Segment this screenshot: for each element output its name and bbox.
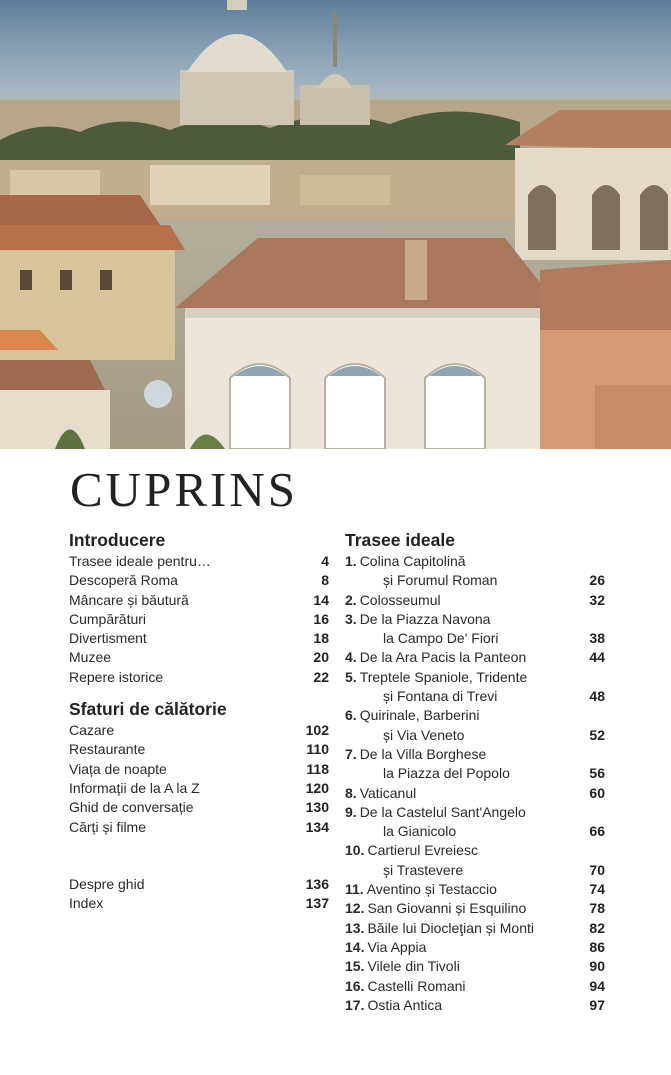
toc-page: 120: [305, 779, 329, 796]
route-number: 3.: [345, 610, 357, 627]
toc-page: 90: [589, 958, 605, 975]
route-item-14[interactable]: [345, 938, 605, 957]
route-item-5-cont[interactable]: [345, 687, 605, 706]
toc-row[interactable]: [69, 591, 329, 610]
toc-row[interactable]: [69, 818, 329, 837]
route-item-1-cont[interactable]: [345, 571, 605, 590]
toc-row[interactable]: [69, 875, 329, 894]
toc-label: Muzee: [69, 649, 112, 666]
toc-page: 86: [589, 938, 605, 955]
route-title: Castelli Romani: [367, 977, 466, 994]
route-item-7-cont[interactable]: [345, 764, 605, 783]
toc-page: 26: [589, 572, 605, 589]
toc-page: 56: [589, 765, 605, 782]
route-item-12[interactable]: [345, 899, 605, 918]
toc-left-column: [69, 528, 329, 913]
toc-row[interactable]: [69, 610, 329, 629]
route-number: 17.: [345, 996, 365, 1013]
toc-row[interactable]: [69, 760, 329, 779]
route-item-8[interactable]: [345, 784, 605, 803]
toc-page: 44: [589, 649, 605, 666]
toc-row[interactable]: [69, 552, 329, 571]
route-number: 8.: [345, 784, 357, 801]
toc-page: 110: [306, 741, 329, 758]
toc-page: 118: [306, 760, 329, 777]
route-title: De la Ara Pacis la Panteon: [359, 649, 527, 666]
toc-row[interactable]: [69, 571, 329, 590]
toc-page: 8: [321, 572, 329, 589]
toc-label: Mâncare și băutură: [69, 591, 189, 608]
route-item-5[interactable]: [345, 668, 605, 687]
route-subtitle: și Trastevere: [383, 861, 464, 878]
toc-page: 16: [313, 610, 329, 627]
toc-page: 130: [305, 799, 329, 816]
toc-page: 97: [589, 996, 605, 1013]
toc-page: 60: [589, 784, 605, 801]
route-number: 10.: [345, 842, 365, 859]
route-item-6-cont[interactable]: [345, 726, 605, 745]
toc-row[interactable]: [69, 668, 329, 687]
toc-label: Restaurante: [69, 741, 146, 758]
route-item-3[interactable]: [345, 610, 605, 629]
toc-page: 48: [589, 688, 605, 705]
toc-right-column: [345, 528, 605, 1015]
toc-row[interactable]: [69, 721, 329, 740]
route-item-10[interactable]: [345, 841, 605, 860]
route-item-15[interactable]: [345, 957, 605, 976]
toc-label: Trasee ideale pentru…: [69, 553, 211, 569]
toc-row[interactable]: [69, 798, 329, 817]
route-title: Ostia Antica: [367, 996, 443, 1013]
toc-label: Descoperă Roma: [69, 572, 178, 589]
route-subtitle: și Via Veneto: [383, 726, 465, 743]
toc-label: Informații de la A la Z: [69, 779, 200, 796]
toc-page: 18: [313, 630, 329, 647]
toc-label: Index: [69, 895, 104, 912]
section-heading-sfaturi: Sfaturi de călătorie: [69, 699, 227, 720]
route-number: 15.: [345, 958, 365, 975]
route-item-13[interactable]: [345, 919, 605, 938]
route-number: 13.: [345, 919, 365, 936]
route-title: De la Piazza Navona: [359, 610, 491, 627]
route-subtitle: la Piazza del Popolo: [383, 765, 510, 782]
route-title: Quirinale, Barberini: [359, 707, 480, 724]
section-heading-trasee: Trasee ideale: [345, 530, 455, 550]
toc-page: 136: [305, 875, 329, 892]
route-title: San Giovanni și Esquilino: [367, 900, 527, 917]
toc-page: 137: [305, 895, 329, 912]
route-number: 16.: [345, 977, 365, 994]
route-number: 5.: [345, 668, 357, 685]
toc-label: Cazare: [69, 722, 115, 739]
toc-page: 102: [305, 722, 329, 739]
route-title: Vilele din Tivoli: [367, 958, 460, 975]
route-item-4[interactable]: [345, 648, 605, 667]
toc-page: 82: [589, 919, 605, 936]
toc-page: 38: [589, 630, 605, 647]
toc-page: 78: [589, 900, 605, 917]
toc-page: 32: [589, 591, 605, 608]
toc-page: 52: [589, 726, 605, 743]
route-subtitle: și Fontana di Trevi: [383, 688, 498, 705]
route-title: De la Villa Borghese: [359, 745, 487, 762]
page-title: CUPRINS: [70, 462, 298, 517]
route-number: 1.: [345, 553, 357, 569]
route-subtitle: și Forumul Roman: [383, 572, 498, 589]
route-item-16[interactable]: [345, 977, 605, 996]
route-number: 7.: [345, 745, 357, 762]
toc-page: 70: [589, 861, 605, 878]
route-item-2[interactable]: [345, 591, 605, 610]
toc-row[interactable]: [69, 629, 329, 648]
dome: [180, 0, 370, 125]
toc-page: 66: [589, 823, 605, 840]
route-title: Colosseumul: [359, 591, 441, 608]
toc-row[interactable]: [69, 894, 329, 913]
toc-label: Repere istorice: [69, 668, 164, 685]
route-number: 2.: [345, 591, 357, 608]
toc-row[interactable]: [69, 740, 329, 759]
route-subtitle: la Gianicolo: [383, 823, 457, 840]
route-title: Băile lui Diocleţian și Monti: [367, 919, 534, 936]
route-item-3-cont[interactable]: [345, 629, 605, 648]
toc-label: Viața de noapte: [69, 760, 167, 777]
route-title: Cartierul Evreiesc: [367, 842, 478, 859]
route-item-11[interactable]: [345, 880, 605, 899]
route-item-1[interactable]: [345, 552, 605, 571]
route-item-17[interactable]: [345, 996, 605, 1015]
route-item-7[interactable]: [345, 745, 605, 764]
toc-page: 22: [313, 668, 329, 685]
section-heading-introducere: Introducere: [69, 530, 166, 550]
toc-row[interactable]: [69, 779, 329, 798]
route-title: De la Castelul Sant'Angelo: [359, 803, 526, 820]
toc-page: 4: [321, 553, 329, 569]
route-title: Treptele Spaniole, Tridente: [359, 668, 528, 685]
toc-label: Divertisment: [69, 630, 147, 647]
rome-skyline-photo: [0, 0, 671, 449]
toc-label: Ghid de conversație: [69, 799, 194, 816]
route-number: 6.: [345, 707, 357, 724]
route-title: Colina Capitolină: [359, 553, 466, 569]
route-title: Via Appia: [367, 938, 427, 955]
route-title: Vaticanul: [359, 784, 417, 801]
route-number: 4.: [345, 649, 357, 666]
route-number: 14.: [345, 938, 365, 955]
toc-label: Cărți și filme: [69, 818, 147, 835]
rome-skyline-illustration: [0, 0, 671, 449]
toc-page: 14: [313, 591, 329, 608]
route-item-9[interactable]: [345, 803, 605, 822]
route-subtitle: la Campo De' Fiori: [383, 630, 499, 647]
route-title: Aventino și Testaccio: [366, 881, 497, 898]
route-number: 9.: [345, 803, 357, 820]
toc-page: 74: [589, 881, 605, 898]
route-number: 12.: [345, 900, 365, 917]
toc-row[interactable]: [69, 648, 329, 667]
route-item-6[interactable]: [345, 706, 605, 725]
route-item-9-cont[interactable]: [345, 822, 605, 841]
toc-page: 94: [589, 977, 605, 994]
toc-page: 20: [313, 649, 329, 666]
toc-page: 134: [305, 818, 329, 835]
route-item-10-cont[interactable]: [345, 861, 605, 880]
route-number: 11.: [345, 881, 364, 898]
toc-label: Despre ghid: [69, 875, 145, 892]
toc-label: Cumpărături: [69, 610, 147, 627]
